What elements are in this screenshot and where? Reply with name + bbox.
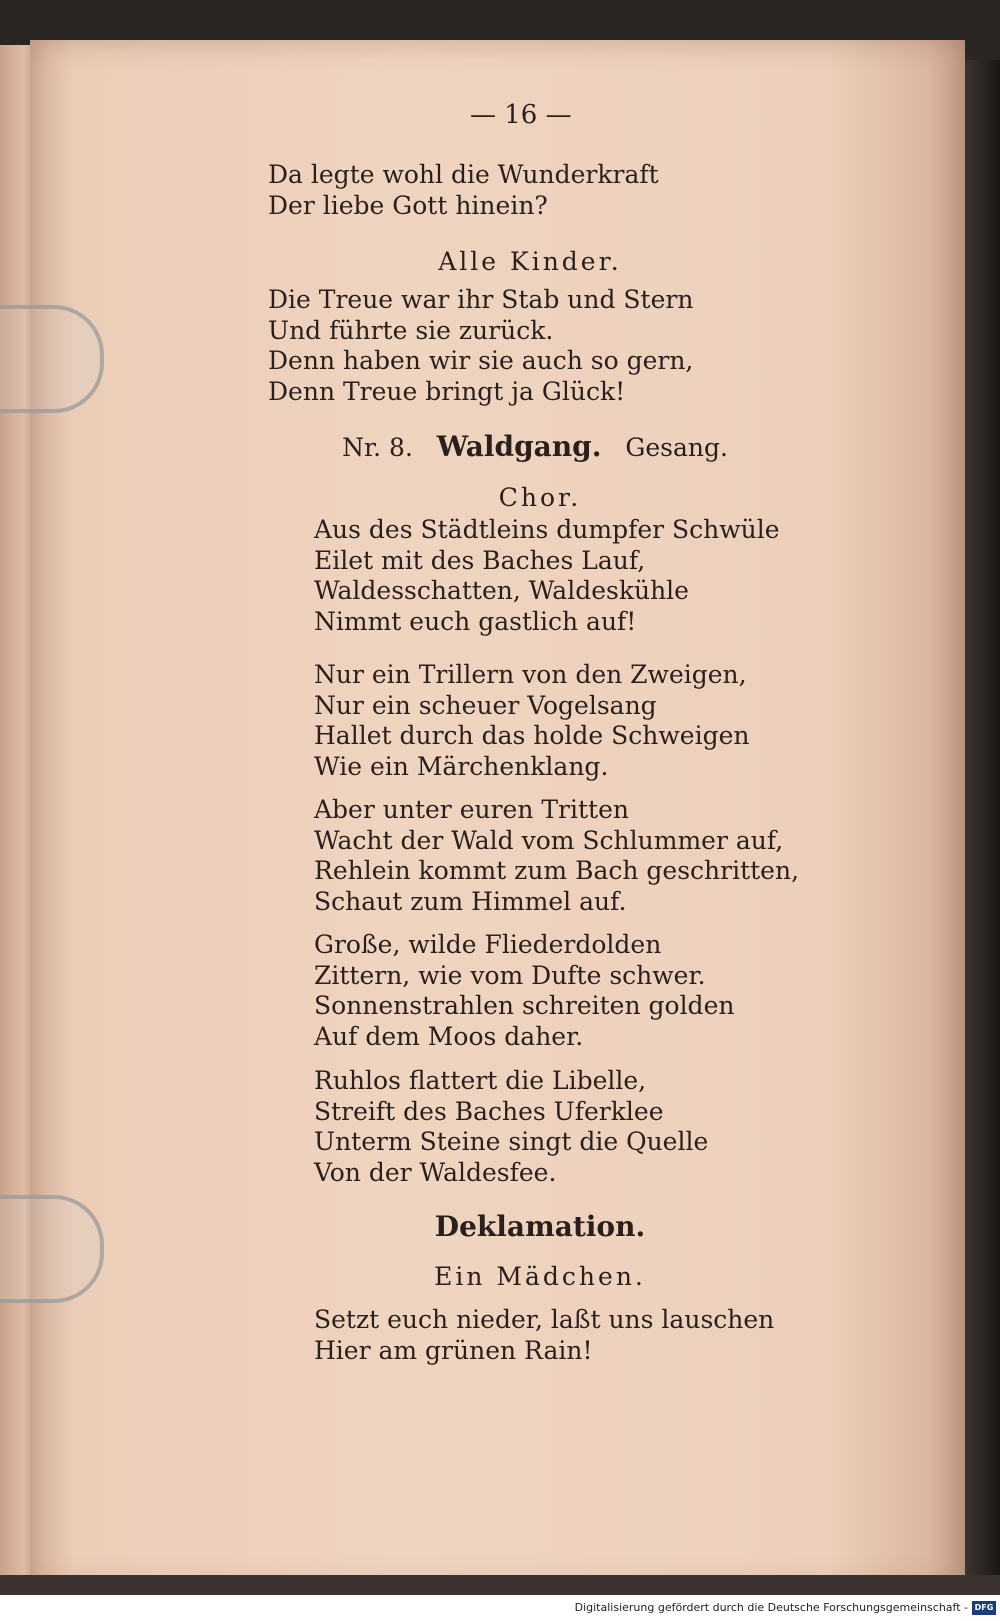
- verse-line: Hier am grünen Rain!: [314, 1335, 593, 1365]
- verse-line: Eilet mit des Baches Lauf,: [314, 545, 646, 575]
- verse-line: Hallet durch das holde Schweigen: [314, 721, 750, 750]
- verse-line: Denn Treue bringt ja Glück!: [268, 376, 626, 406]
- song-heading: [35, 430, 1000, 463]
- heading-deklamation: Deklamation.: [434, 1210, 646, 1243]
- heading-alle-kinder: Alle Kinder.: [438, 247, 622, 276]
- verse-line: Sonnenstrahlen schreiten golden: [314, 991, 735, 1020]
- stanza-5: [314, 795, 799, 917]
- verse-line: Nur ein Trillern von den Zweigen,: [314, 660, 747, 689]
- verse-line: Und führte sie zurück.: [268, 315, 554, 345]
- verse-line: Der liebe Gott hinein?: [268, 190, 548, 220]
- stanza-8: [314, 1305, 774, 1366]
- verse-line: Aus des Städtleins dumpfer Schwüle: [314, 515, 780, 544]
- stanza-7: [314, 1066, 708, 1188]
- verse-line: Streift des Baches Uferklee: [314, 1096, 664, 1126]
- verse-line: Auf dem Moos daher.: [314, 1021, 584, 1051]
- stanza-2: [268, 285, 693, 407]
- stanza-6: [314, 930, 734, 1052]
- verse-line: Wie ein Märchenklang.: [314, 751, 609, 781]
- song-type: Gesang.: [625, 433, 728, 462]
- verse-line: Schaut zum Himmel auf.: [314, 886, 627, 916]
- verse-line: Von der Waldesfee.: [314, 1157, 557, 1187]
- verse-line: Waldesschatten, Waldeskühle: [314, 576, 689, 605]
- verse-line: Wacht der Wald vom Schlummer auf,: [314, 825, 784, 855]
- stanza-4: [314, 660, 750, 782]
- heading-chor: Chor.: [498, 483, 582, 512]
- verse-line: Ruhlos flattert die Libelle,: [314, 1066, 647, 1095]
- verse-line: Setzt euch nieder, laßt uns lauschen: [314, 1305, 775, 1334]
- book-edge: [965, 60, 1000, 1595]
- heading-maedchen: Ein Mädchen.: [434, 1262, 646, 1291]
- dfg-logo: DFG: [972, 1601, 996, 1615]
- verse-line: Denn haben wir sie auch so gern,: [268, 346, 694, 375]
- verse-line: Da legte wohl die Wunderkraft: [268, 160, 659, 189]
- verse-line: Rehlein kommt zum Bach geschritten,: [314, 856, 800, 885]
- verse-line: Aber unter euren Tritten: [314, 795, 629, 824]
- verse-line: Nur ein scheuer Vogelsang: [314, 690, 657, 720]
- song-title: Waldgang.: [436, 430, 602, 463]
- verse-line: Zittern, wie vom Dufte schwer.: [314, 960, 706, 990]
- page-number: — 16 —: [470, 100, 572, 130]
- footer-text: Digitalisierung gefördert durch die Deutsche Forschungsgemeinschaft -: [574, 1601, 968, 1614]
- paper-clip: [0, 305, 104, 413]
- song-number: Nr. 8.: [342, 433, 413, 462]
- verse-line: Nimmt euch gastlich auf!: [314, 606, 637, 636]
- verse-line: Große, wilde Fliederdolden: [314, 930, 662, 959]
- verse-line: Unterm Steine singt die Quelle: [314, 1127, 709, 1156]
- digitization-footer: [0, 1595, 1000, 1621]
- verse-line: Die Treue war ihr Stab und Stern: [268, 285, 694, 314]
- book-bottom-edge: [0, 1575, 1000, 1595]
- stanza-1: [268, 160, 659, 221]
- stanza-3: [314, 515, 780, 637]
